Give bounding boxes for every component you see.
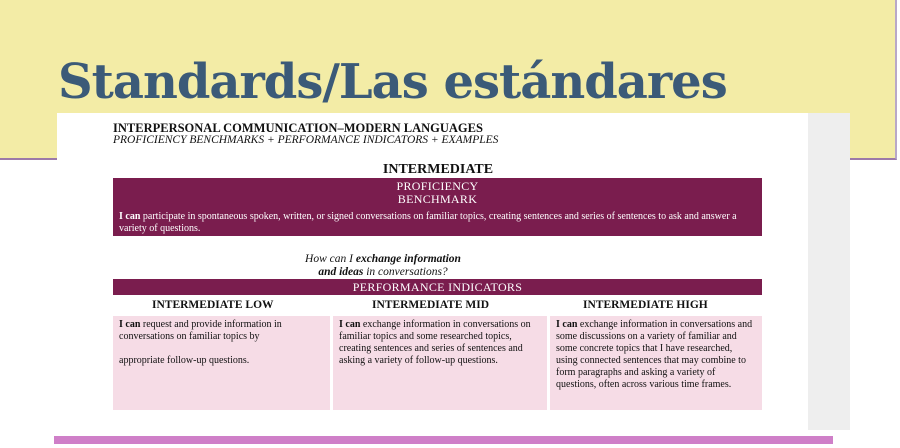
guiding-question (113, 253, 653, 279)
cell-text: request and provide information in conversations on familiar topics by (119, 319, 282, 342)
cell-text: exchange information in conversations and some discussions on a variety of familiar and some concrete topics that I have researched, using connected sentences that may combine to form paragraphs and asking a variety of questions, often across various time frames. (556, 319, 753, 390)
cell-text-cont: appropriate follow-up questions. (119, 355, 250, 366)
column-header-low: INTERMEDIATE LOW (152, 299, 274, 311)
question-emphasis-2: and ideas (318, 266, 364, 278)
cell-lead: I can (119, 319, 141, 330)
performance-indicators-header: PERFORMANCE INDICATORS (113, 279, 762, 295)
question-line2 (113, 266, 653, 279)
column-header-mid: INTERMEDIATE MID (372, 299, 490, 311)
cell-text: exchange information in conversations on familiar topics and some researched topics, creating sentences and series of sentences and asking a variety of follow-up questions. (339, 319, 531, 366)
question-suffix: in conversations? (363, 266, 448, 278)
level-title: INTERMEDIATE (382, 162, 494, 177)
document-edge (808, 113, 850, 430)
cell-lead: I can (339, 319, 361, 330)
benchmark-label-line1: PROFICIENCY (396, 179, 479, 193)
indicator-cell-low (113, 316, 330, 410)
benchmark-label-line2: BENCHMARK (397, 192, 478, 206)
benchmark-label (113, 178, 762, 206)
question-emphasis-1: exchange information (355, 253, 461, 265)
indicator-cell-mid (333, 316, 547, 410)
question-line1 (113, 253, 653, 266)
benchmark-body: participate in spontaneous spoken, written, or signed conversations on familiar topics, creating sentences and series of sentences to ask and answer a variety of questions. (119, 211, 737, 234)
proficiency-benchmark-box (113, 178, 762, 236)
document-subheading: PROFICIENCY BENCHMARKS + PERFORMANCE INDICATORS + EXAMPLES (113, 134, 499, 146)
question-prefix: How can I (305, 253, 356, 265)
indicator-cell-high (550, 316, 762, 410)
document-heading: INTERPERSONAL COMMUNICATION–MODERN LANGUAGES (113, 121, 483, 135)
slide-title: Standards/Las estándares (58, 54, 727, 110)
benchmark-text (119, 211, 759, 235)
column-header-high: INTERMEDIATE HIGH (583, 299, 708, 311)
bottom-accent-strip (54, 436, 833, 444)
benchmark-lead: I can (119, 211, 141, 222)
cell-lead: I can (556, 319, 578, 330)
